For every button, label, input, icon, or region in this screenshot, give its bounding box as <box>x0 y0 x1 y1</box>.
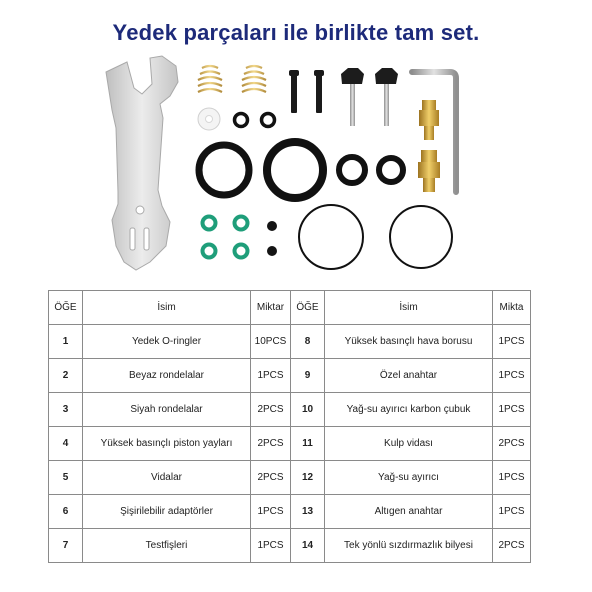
item-quantity: 2PCS <box>251 427 291 461</box>
item-number: 2 <box>49 359 83 393</box>
white-washer <box>198 108 220 130</box>
item-quantity: 2PCS <box>493 427 531 461</box>
item-name: Beyaz rondelalar <box>83 359 251 393</box>
item-name: Yüksek basınçlı hava borusu <box>325 325 493 359</box>
table-row <box>49 427 531 461</box>
item-number: 13 <box>291 495 325 529</box>
item-number: 8 <box>291 325 325 359</box>
item-quantity: 1PCS <box>251 495 291 529</box>
table-row <box>49 461 531 495</box>
table-row <box>49 325 531 359</box>
item-quantity: 1PCS <box>493 325 531 359</box>
item-number: 12 <box>291 461 325 495</box>
o-rings <box>199 142 452 269</box>
item-quantity: 2PCS <box>251 393 291 427</box>
header-quantity: Mikta <box>493 291 531 325</box>
parts-illustration <box>0 0 592 290</box>
page-title: Yedek parçaları ile birlikte tam set. <box>112 20 480 45</box>
item-name: Testfişleri <box>83 529 251 563</box>
item-number: 7 <box>49 529 83 563</box>
item-name: Altıgen anahtar <box>325 495 493 529</box>
item-quantity: 2PCS <box>493 529 531 563</box>
header-name: İsim <box>325 291 493 325</box>
black-washers <box>235 114 275 127</box>
item-number: 14 <box>291 529 325 563</box>
table-header-row <box>49 291 531 325</box>
parts-table <box>48 290 531 563</box>
handle-screws <box>341 68 398 126</box>
brass-adapter <box>418 150 440 192</box>
item-number: 10 <box>291 393 325 427</box>
item-quantity: 1PCS <box>251 529 291 563</box>
header-item: ÖĞE <box>49 291 83 325</box>
item-number: 5 <box>49 461 83 495</box>
item-quantity: 1PCS <box>493 495 531 529</box>
item-number: 1 <box>49 325 83 359</box>
item-quantity: 2PCS <box>251 461 291 495</box>
item-name: Yağ-su ayırıcı <box>325 461 493 495</box>
item-name: Tek yönlü sızdırmazlık bilyesi <box>325 529 493 563</box>
item-quantity: 1PCS <box>493 359 531 393</box>
item-name: Özel anahtar <box>325 359 493 393</box>
header-quantity: Miktar <box>251 291 291 325</box>
item-number: 4 <box>49 427 83 461</box>
table-row <box>49 393 531 427</box>
brass-test-plug <box>419 100 439 140</box>
green-o-rings <box>203 217 248 258</box>
screws <box>289 70 324 113</box>
check-balls <box>267 221 277 256</box>
item-quantity: 10PCS <box>251 325 291 359</box>
item-number: 9 <box>291 359 325 393</box>
item-name: Şişirilebilir adaptörler <box>83 495 251 529</box>
header-name: İsim <box>83 291 251 325</box>
item-number: 6 <box>49 495 83 529</box>
item-name: Siyah rondelalar <box>83 393 251 427</box>
special-wrench <box>106 56 178 270</box>
item-number: 11 <box>291 427 325 461</box>
table-row <box>49 495 531 529</box>
item-quantity: 1PCS <box>493 461 531 495</box>
table-row <box>49 359 531 393</box>
piston-springs <box>198 66 266 92</box>
item-name: Yüksek basınçlı piston yayları <box>83 427 251 461</box>
item-name: Kulp vidası <box>325 427 493 461</box>
header-item: ÖĞE <box>291 291 325 325</box>
item-name: Vidalar <box>83 461 251 495</box>
item-quantity: 1PCS <box>493 393 531 427</box>
item-number: 3 <box>49 393 83 427</box>
item-quantity: 1PCS <box>251 359 291 393</box>
item-name: Yağ-su ayırıcı karbon çubuk <box>325 393 493 427</box>
table-row <box>49 529 531 563</box>
item-name: Yedek O-ringler <box>83 325 251 359</box>
